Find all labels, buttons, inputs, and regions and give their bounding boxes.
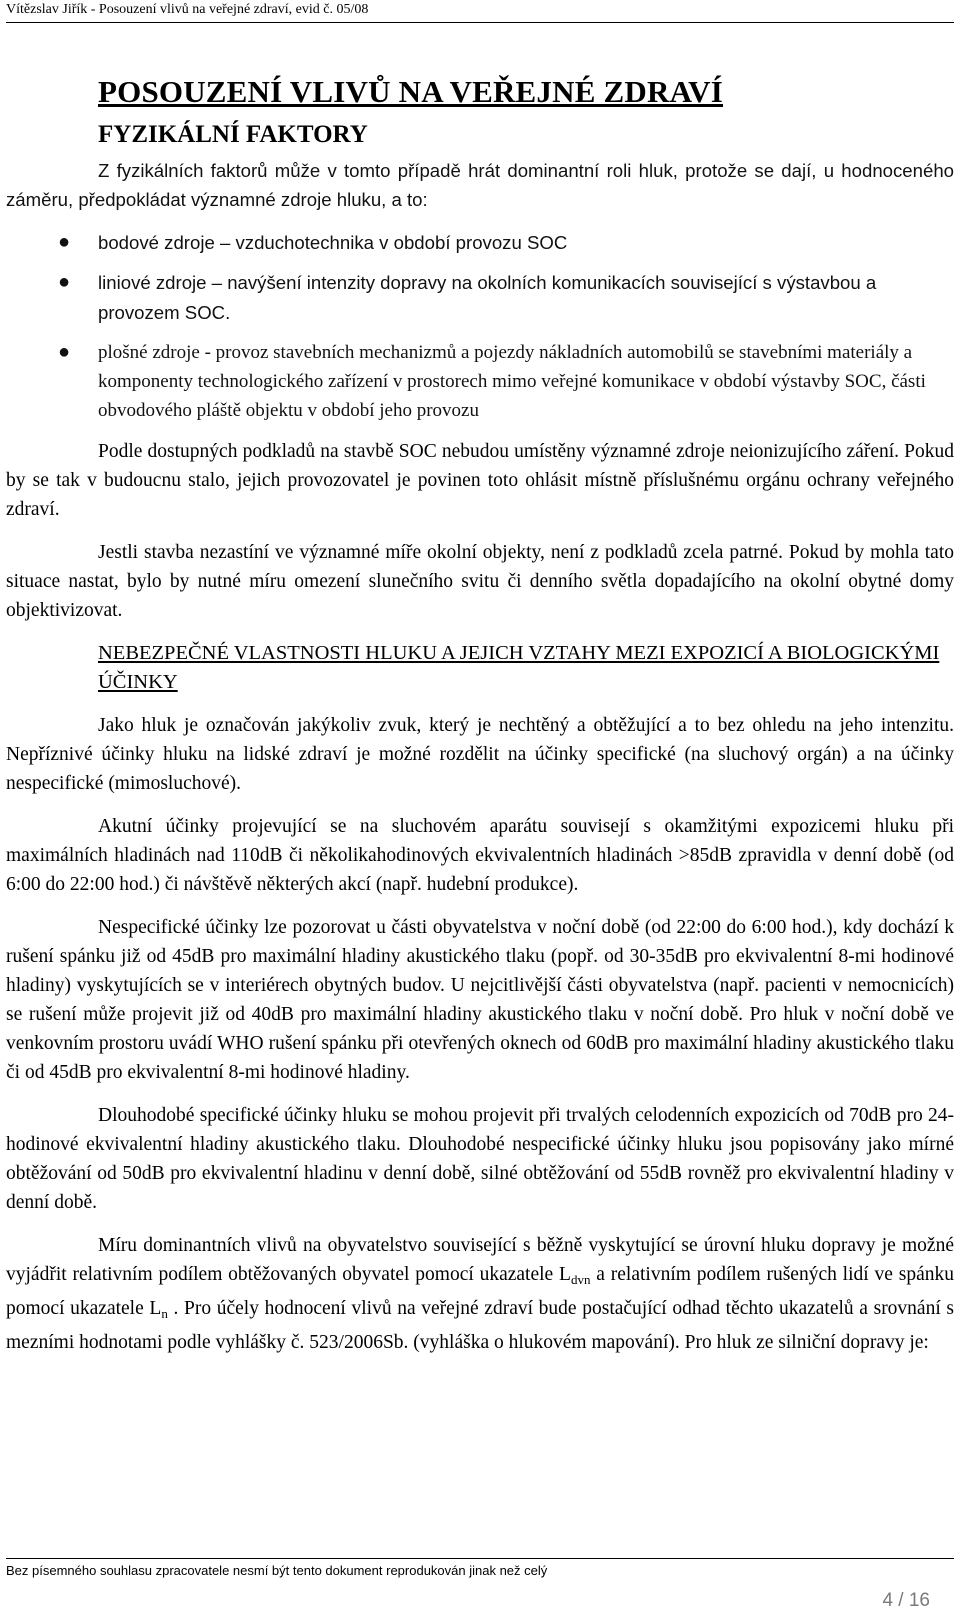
list-item-text: liniové zdroje – navýšení intenzity dopravy na okolních komunikacích související s výstavbou a provozem SOC. [98,272,877,323]
bullet-icon: ● [58,271,71,293]
ldvn-symbol: L [559,1264,571,1285]
list-item-text: bodové zdroje – vzduchotechnika v období provozu SOC [98,232,568,253]
list-item [6,338,954,425]
radiation-paragraph: Podle dostupných podkladů na stavbě SOC nebudou umístěny významné zdroje neionizujícího záření. Pokud by se tak v budoucnu stalo, jejich provozovatel je povinen toto ohlásit místně příslušnému orgánu ochrany veřejného zdraví. [6,441,954,520]
list-item [6,228,954,258]
longterm-effects-paragraph: Dlouhodobé specifické účinky hluku se mohou projevit při trvalých celodenních expozicích od 70dB pro 24-hodinové ekvivalentní hladiny akustického tlaku. Dlouhodobé nespecifické účinky hluku jsou popisovány jako mírné obtěžování od 50dB pro ekvivalentní hladinu v denní době, silné obtěžování od 55dB rovněž pro ekvivalentní hladiny v denní době. [6,1105,954,1213]
list-item-text: plošné zdroje - provoz stavebních mechanizmů a pojezdy nákladních automobilů se stavebními materiály a komponenty technologického zařízení v prostorech mimo veřejné komunikace v období výstavby SOC, části obvodového pláště objektu v období jeho provozu [98,342,926,421]
acute-effects-paragraph: Akutní účinky projevující se na sluchovém aparátu souvisejí s okamžitými expozicemi hluku při maximálních hladinách nad 110dB či několikahodinových ekvivalentních hladinách >85dB zpravidla v denní době (od 6:00 do 22:00 hod.) či návštěvě některých akcí (např. hudební produkce). [6,816,954,895]
indicators-text-1: Míru dominantních vlivů na obyvatelstvo související s běžně vyskytující se úrovní hluku dopravy je možné vyjádřit relativním podílem obtěžovaných obyvatel pomocí ukazatele [6,1235,954,1285]
footer-notice: Bez písemného souhlasu zpracovatele nesmí být tento dokument reprodukován jinak než celý [6,1558,954,1578]
indicators-text-3: . Pro účely hodnocení vlivů na veřejné zdraví bude postačující odhad těchto ukazatelů a srovnání s mezními hodnotami podle vyhlášky č. 523/2006Sb. (vyhláška o hlukovém mapování). Pro hluk ze silniční dopravy je: [6,1298,954,1353]
indicators-paragraph [6,1231,954,1357]
noise-source-list [6,228,954,425]
shading-paragraph: Jestli stavba nezastíní ve významné míře okolní objekty, není z podkladů zcela patrné. Pokud by mohla tato situace nastat, bylo by nutné míru omezení slunečního svitu či denního světla dopadajícího na okolní obytné domy objektivizovat. [6,542,954,621]
section-heading: NEBEZPEČNÉ VLASTNOSTI HLUKU A JEJICH VZTAHY MEZI EXPOZICÍ A BIOLOGICKÝMI ÚČINKY [98,642,940,693]
header-divider [6,22,954,23]
document-title: POSOUZENÍ VLIVŮ NA VEŘEJNÉ ZDRAVÍ [98,74,724,109]
bullet-icon: ● [58,231,71,253]
ldvn-subscript: dvn [570,1272,591,1287]
indicators-text-2: a relativním podílem rušených lidí ve spánku pomocí ukazatele [6,1264,954,1319]
running-header: Vítězslav Jiřík - Posouzení vlivů na veřejné zdraví, evid č. 05/08 [6,2,369,17]
intro-paragraph: Z fyzikálních faktorů může v tomto případě hrát dominantní roli hluk, protože se dají, u hodnoceného záměru, předpokládat významné zdroje hluku, a to: [6,160,954,210]
document-body [6,64,954,1371]
definition-paragraph: Jako hluk je označován jakýkoliv zvuk, který je nechtěný a obtěžující a to bez ohledu na jeho intenzitu. Nepříznivé účinky hluku na lidské zdraví je možné rozdělit na účinky specifické (na sluchový orgán) a na účinky nespecifické (mimosluchové). [6,715,954,794]
list-item [6,268,954,328]
nonspecific-effects-paragraph: Nespecifické účinky lze pozorovat u části obyvatelstva v noční době (od 22:00 do 6:00 hod.), kdy dochází k rušení spánku již od 45dB pro maximální hladiny akustického tlaku (popř. od 30-35dB pro ekvivalentní 8-mi hodinové hladiny) vyskytujících se v interiérech obytných budov. U nejcitlivější části obyvatelstva (např. pacienti v nemocnicích) se rušení může projevit již od 40dB pro maximální hladiny akustického tlaku v noční době. Pro hluk v noční době ve venkovním prostoru uvádí WHO rušení spánku při otevřených oknech od 60dB pro maximální hladiny akustického tlaku či od 45dB pro ekvivalentní 8-mi hodinové hladiny. [6,917,954,1083]
ln-subscript: n [161,1306,168,1321]
bullet-icon: ● [58,341,71,363]
section-subtitle: FYZIKÁLNÍ FAKTORY [98,121,368,148]
ln-symbol: L [149,1298,162,1319]
page-number: 4 / 16 [882,1590,930,1611]
